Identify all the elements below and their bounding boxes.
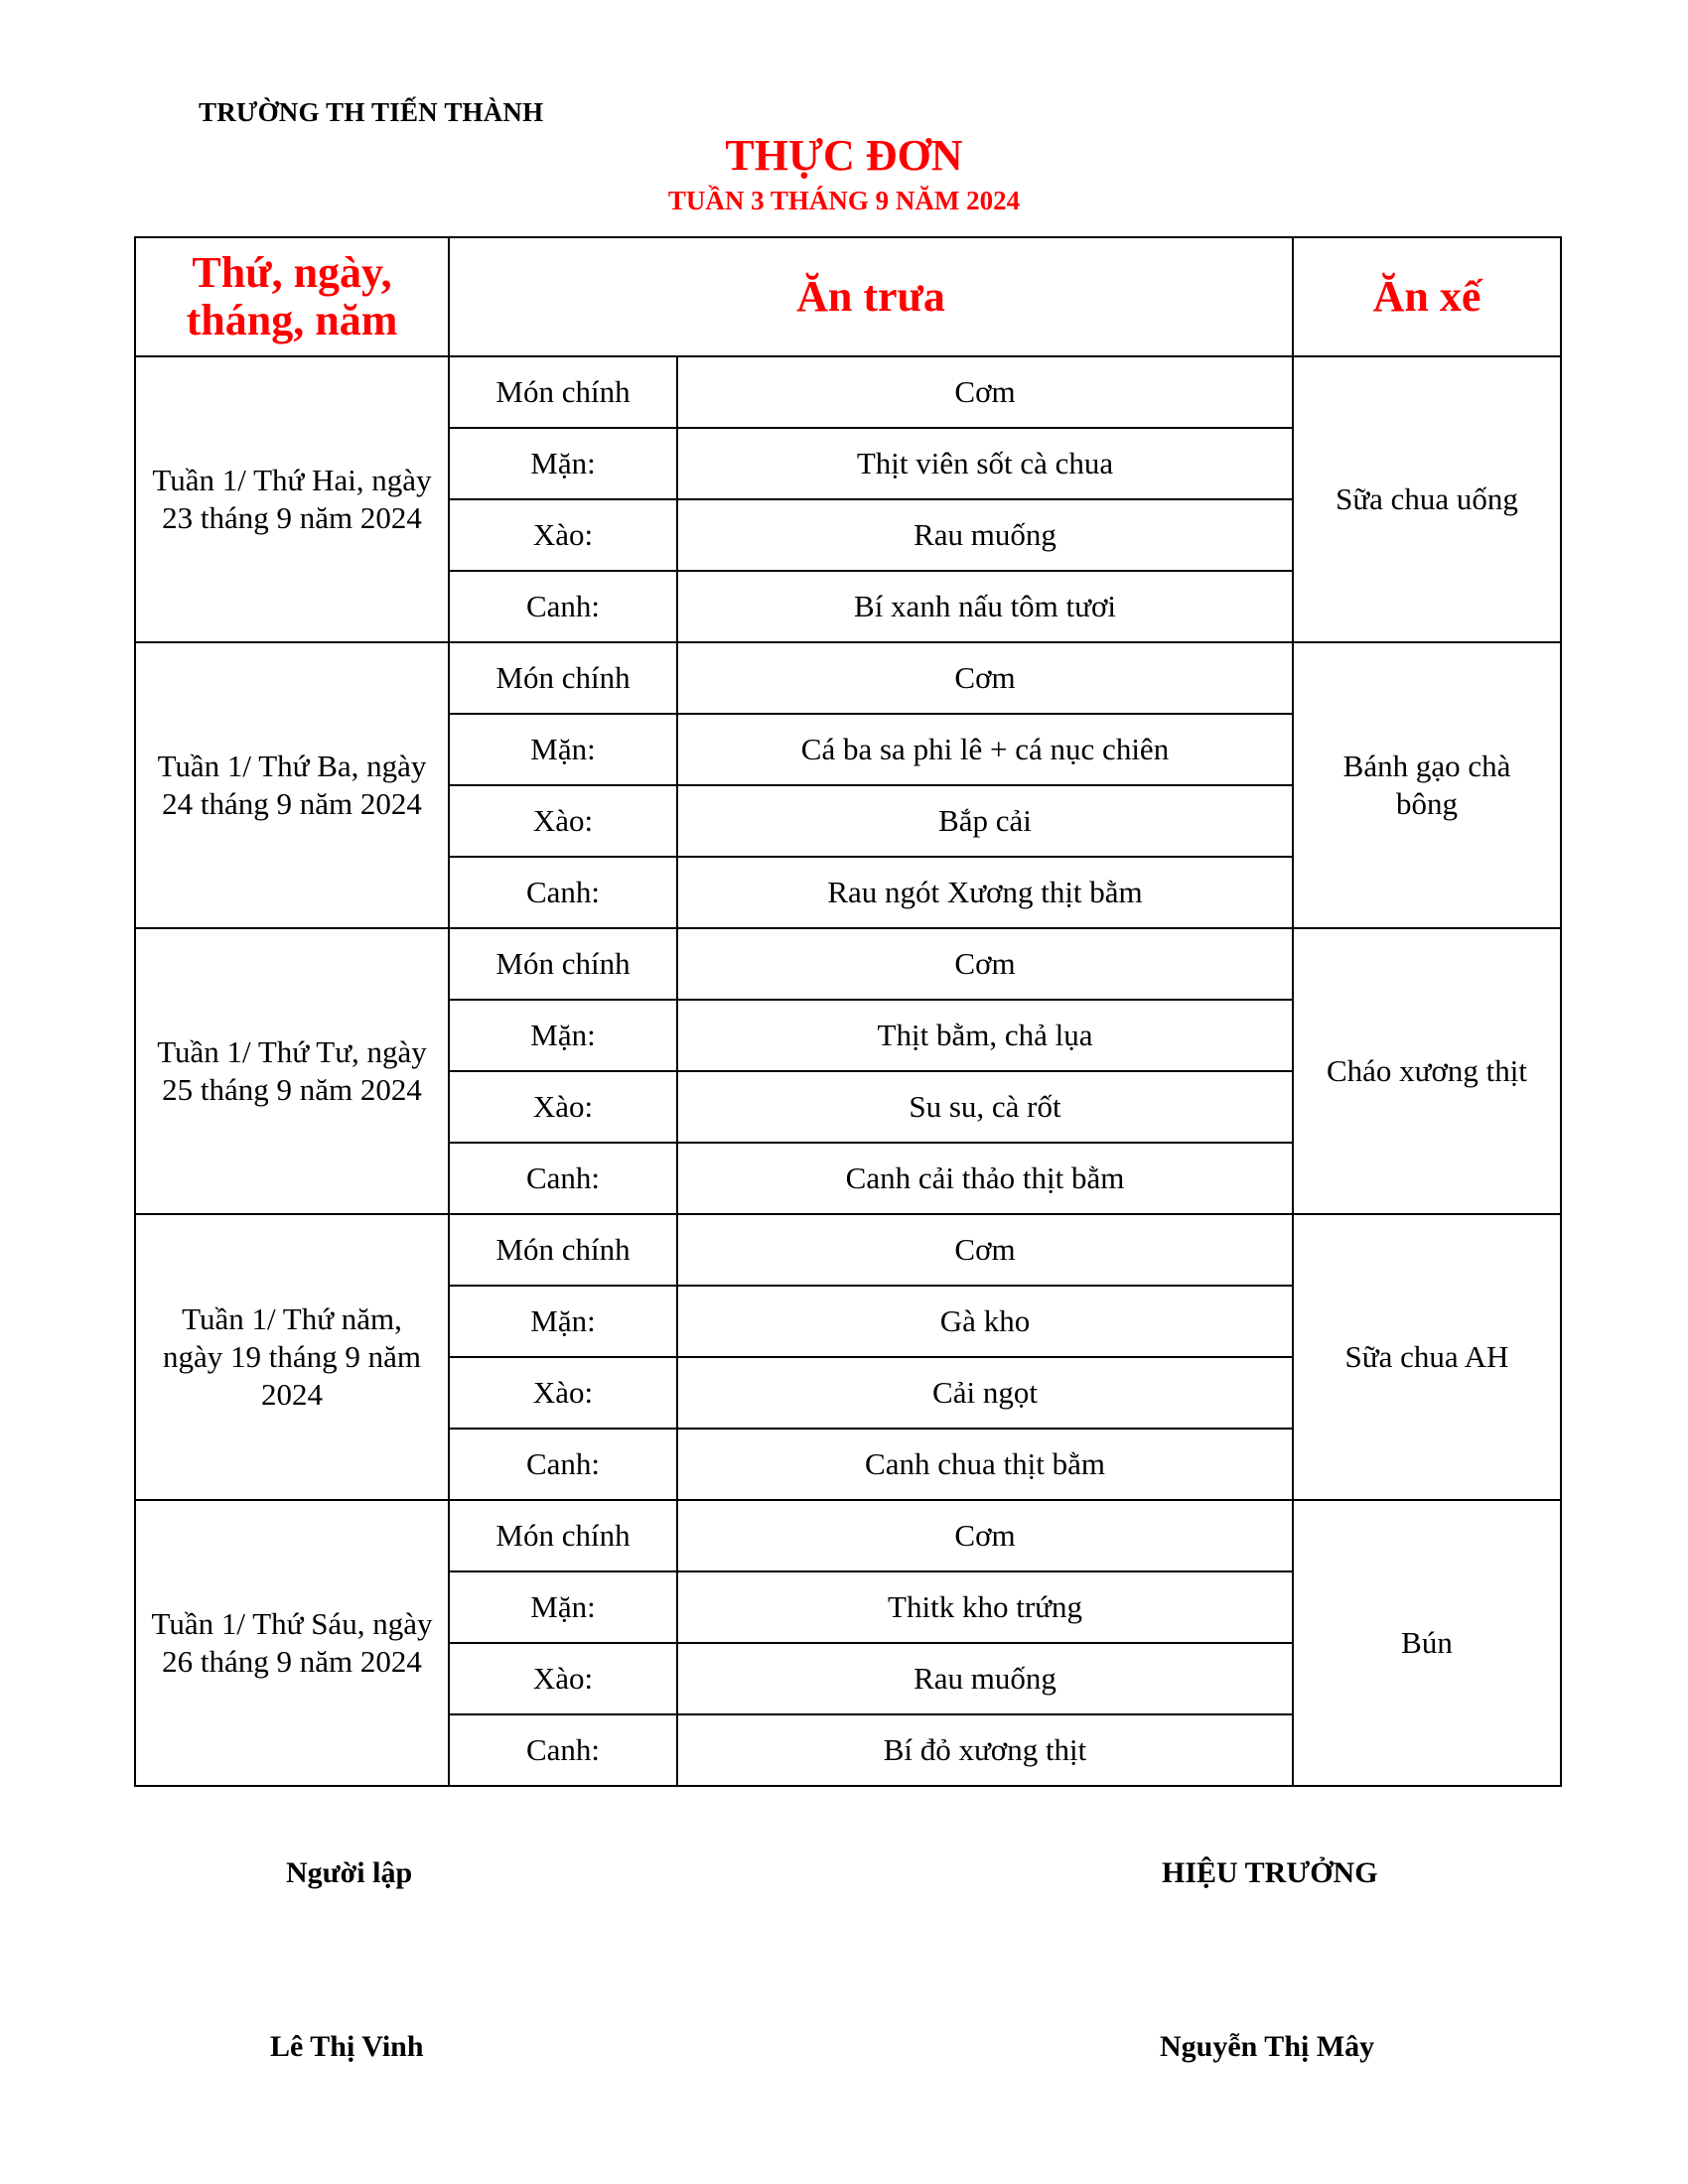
snack-cell: Bún bbox=[1293, 1500, 1561, 1786]
menu-row bbox=[135, 1500, 1561, 1571]
snack-cell: Sữa chua AH bbox=[1293, 1214, 1561, 1500]
dish-category-cell: Mặn: bbox=[449, 428, 677, 499]
principal-title: HIỆU TRƯỞNG bbox=[1162, 1856, 1378, 1889]
preparer-name: Lê Thị Vinh bbox=[270, 2030, 424, 2063]
dish-category-cell: Canh: bbox=[449, 1429, 677, 1500]
dish-name-cell: Cơm bbox=[677, 356, 1293, 428]
dish-category-cell: Canh: bbox=[449, 857, 677, 928]
dish-category-cell: Canh: bbox=[449, 1143, 677, 1214]
dish-name-cell: Cơm bbox=[677, 1500, 1293, 1571]
dish-category-cell: Món chính bbox=[449, 356, 677, 428]
dish-category-cell: Mặn: bbox=[449, 1000, 677, 1071]
page-subtitle: TUẦN 3 THÁNG 9 NĂM 2024 bbox=[667, 186, 1021, 215]
dish-category-cell: Xào: bbox=[449, 785, 677, 857]
dish-category-cell: Món chính bbox=[449, 1214, 677, 1286]
dish-category-cell: Mặn: bbox=[449, 714, 677, 785]
dish-category-cell: Xào: bbox=[449, 1357, 677, 1429]
dish-name-cell: Cơm bbox=[677, 1214, 1293, 1286]
header-snack: Ăn xế bbox=[1293, 237, 1561, 356]
dish-category-cell: Món chính bbox=[449, 1500, 677, 1571]
snack-cell: Bánh gạo chà bông bbox=[1293, 642, 1561, 928]
menu-row bbox=[135, 928, 1561, 1000]
dish-name-cell: Bí xanh nấu tôm tươi bbox=[677, 571, 1293, 642]
dish-name-cell: Canh cải thảo thịt bằm bbox=[677, 1143, 1293, 1214]
header-row bbox=[135, 237, 1561, 356]
dish-category-cell: Canh: bbox=[449, 571, 677, 642]
menu-table bbox=[134, 236, 1562, 1787]
dish-name-cell: Thịt bằm, chả lụa bbox=[677, 1000, 1293, 1071]
dish-name-cell: Thitk kho trứng bbox=[677, 1571, 1293, 1643]
school-name: TRƯỜNG TH TIẾN THÀNH bbox=[199, 97, 544, 127]
dish-name-cell: Canh chua thịt bằm bbox=[677, 1429, 1293, 1500]
dish-category-cell: Món chính bbox=[449, 928, 677, 1000]
dish-name-cell: Rau muống bbox=[677, 499, 1293, 571]
day-date-cell: Tuần 1/ Thứ Sáu, ngày 26 tháng 9 năm 2024 bbox=[135, 1500, 449, 1786]
preparer-title: Người lập bbox=[286, 1856, 413, 1889]
snack-cell: Cháo xương thịt bbox=[1293, 928, 1561, 1214]
day-date-cell: Tuần 1/ Thứ Hai, ngày 23 tháng 9 năm 2024 bbox=[135, 356, 449, 642]
dish-category-cell: Món chính bbox=[449, 642, 677, 714]
snack-cell: Sữa chua uống bbox=[1293, 356, 1561, 642]
day-date-cell: Tuần 1/ Thứ Ba, ngày 24 tháng 9 năm 2024 bbox=[135, 642, 449, 928]
day-date-cell: Tuần 1/ Thứ Tư, ngày 25 tháng 9 năm 2024 bbox=[135, 928, 449, 1214]
dish-category-cell: Canh: bbox=[449, 1714, 677, 1786]
day-date-cell: Tuần 1/ Thứ năm, ngày 19 tháng 9 năm 2024 bbox=[135, 1214, 449, 1500]
dish-category-cell: Xào: bbox=[449, 499, 677, 571]
dish-name-cell: Bắp cải bbox=[677, 785, 1293, 857]
dish-name-cell: Thịt viên sốt cà chua bbox=[677, 428, 1293, 499]
dish-name-cell: Cơm bbox=[677, 642, 1293, 714]
menu-row bbox=[135, 642, 1561, 714]
dish-name-cell: Gà kho bbox=[677, 1286, 1293, 1357]
menu-row bbox=[135, 1214, 1561, 1286]
dish-name-cell: Cá ba sa phi lê + cá nục chiên bbox=[677, 714, 1293, 785]
menu-row bbox=[135, 356, 1561, 428]
dish-category-cell: Xào: bbox=[449, 1643, 677, 1714]
dish-name-cell: Su su, cà rốt bbox=[677, 1071, 1293, 1143]
dish-category-cell: Mặn: bbox=[449, 1571, 677, 1643]
header-lunch: Ăn trưa bbox=[449, 237, 1293, 356]
dish-name-cell: Rau ngót Xương thịt bằm bbox=[677, 857, 1293, 928]
dish-name-cell: Bí đỏ xương thịt bbox=[677, 1714, 1293, 1786]
dish-name-cell: Cơm bbox=[677, 928, 1293, 1000]
page-title: THỰC ĐƠN bbox=[725, 131, 963, 180]
dish-name-cell: Cải ngọt bbox=[677, 1357, 1293, 1429]
dish-name-cell: Rau muống bbox=[677, 1643, 1293, 1714]
dish-category-cell: Xào: bbox=[449, 1071, 677, 1143]
dish-category-cell: Mặn: bbox=[449, 1286, 677, 1357]
header-date: Thứ, ngày, tháng, năm bbox=[135, 237, 449, 356]
principal-name: Nguyễn Thị Mây bbox=[1160, 2030, 1375, 2063]
